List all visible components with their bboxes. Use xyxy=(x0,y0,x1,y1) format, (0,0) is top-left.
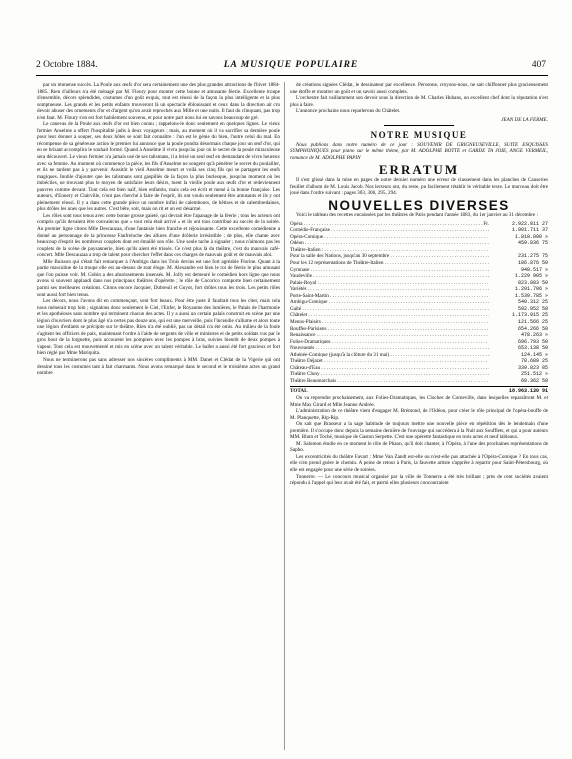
article-paragraph: L'annonce prochaine nous reparlerons du Châtelet. xyxy=(296,108,401,115)
issue-date: 2 Octobre 1884. xyxy=(36,60,98,70)
news-item: On sait que Brasseur a la sage habitude de toujours mettre une nouvelle pièce en répétition dès le lendemain d'une première. Il s'occupe donc depuis la semaine dernière de l'ouvrage qui succédera à la Nuit aux Soufflets, et qui a pour auteurs MM. Blum et Toché, musique de Gaston Serpette. C'est une opérette fantastique en trois actes et neuf tableaux. xyxy=(290,421,548,441)
table-row: Pour les 12 représentations de Théâtre-Italien . . . 186.876 50 xyxy=(290,260,548,267)
article-paragraph: Le canevas de la Poule aux œufs d'or est bien connu ; rappelons-le donc seulement en quelques lignes. Le vieux fermier Anselme a offert l'hospitalité jadis à deux voyageurs ; mais, au moment où il va sacrifier sa dernière poule pour leur donner à souper, ses deux hôtes se sont fait connaître : l'un est le génie du bien, l'autre celui du mal. En récompense de sa généreuse action le premier lui annonce que la poule pondra désormais chaque jour un œuf d'or, qui en se brisant accomplira le souhait formé. Quand à Anselme il vivra jusqu'au jour où le secret de la poule miraculeuse sera découvert. Le vieux fermier n'a jamais usé de ses talismans, il a brisé un seul œuf en demandant de vivre heureux avec sa femme. Au moment où commence la pièce, les fils d'Anselme ne songent qu'à pénétrer le secret du poulailler, et ils ne tardent pas à y parvenir. Aussitôt le vieil Anselme meurt et voilà ses cinq fils qui se partagent les œufs magiques. Inutile d'ajouter que les talismans sont gaspillés de la façon la plus burlesque, jusqu'au moment où les imbéciles, ne trouvant plus le moyen de satisfaire leurs désirs, tuent la vieille poule aux œufs d'or et redeviennent pauvres comme devant. Tout cela est bien naïf, bien enfantin, mais cela est écrit et mené à la bonne française. Les auteurs, d'Ennery et Clairville, n'ont pas cherché à faire de l'esprit, ils ont voulu seulement être amusants et ils y ont pleinement réussi. Il y a dans cette grande pièce un nombre infini de calembours, de bêtises et de calembredaines, plus drôles les unes que les autres. C'est bête, soit, mais on rit et on est désarmé. xyxy=(37,121,280,213)
erratum-title: ERRATUM xyxy=(378,162,460,178)
table-row: Théâtre Déjazet . . . 78.689 25 xyxy=(290,358,548,365)
erratum-text: Il s'est glissé dans la mise en pages de notre dernier numéro une erreur de classement dans les planches de Causeries feuillet d'album de M. Louis Jacob. Nos lecteurs ont, du reste, pu facilement rétablir le véritable texte. Le morceau doit être joué dans l'ordre suivant : pages 303, 306, 295, 294. xyxy=(290,177,548,197)
article-paragraph: de créations signées Clédat, le dessinateur par excellence. Personne, croyons-nous, ne sait chiffonner plus gracieusement une étoffe et montrer un goût et un savoir aussi complets. xyxy=(290,82,548,95)
table-row: Gaîté . . . 592.952 50 xyxy=(290,306,548,313)
table-row: Menus-Plaisirs . . . 121.566 25 xyxy=(290,319,548,326)
table-row: Palais-Royal . . . 823.083 50 xyxy=(290,280,548,287)
table-row: Opéra-Comique . . . 1.818.090 » xyxy=(290,234,548,241)
table-row: Théâtre-Italien : . . . xyxy=(290,247,548,254)
table-row: Renaissance . . . 478.263 » xyxy=(290,332,548,339)
news-item: L'administration de ce théâtre vient d'engager M. Brémond, de l'Odéon, pour créer le rôle principal de l'opéra-bouffe de M. Planquette, Rip-Rip. xyxy=(290,408,548,421)
news-item: Tonnerre. — Le concours musical organisé par la ville de Tonnerre a été très brillant ; près de cent sociétés avaient répondu à l'appel qui leur avait été fait, et parmi elles plusieurs concourraient xyxy=(290,473,548,487)
receipts-intro: Voici le tableau des recettes encaissées par les théâtres de Paris pendant l'année 1883, du 1er janvier au 31 décembre : xyxy=(296,212,538,219)
page-number: 407 xyxy=(531,60,546,70)
receipts-table xyxy=(290,221,548,395)
table-row: Comédie-Française . . . 1.901.711 37 xyxy=(290,227,548,234)
article-paragraph: Mlle Buisson qui s'était fait remarquer à l'Ambigu dans les Trois devins est une fort agréable Florine. Quant à la partie masculine de la troupe elle est au-dessus de tout éloge. M. Alexandre est bien le roi de féerie le plus amusant que l'on puisse voir. M. Gobin a des ahurissements insensés. M. Jolly est demeuré le comédien hors ligne que nous avons si souvent applaudi dans nos principaux théâtres d'opérette ; le rôle de Cocorico comporte bien certainement parmi ses meilleures créations. Citons encore Jacquier, Dubreuil et Guyot, fort drôles tous les trois. Les petits rôles sont aussi fort bien tenus. xyxy=(37,258,280,298)
nouvelles-diverses-title: NOUVELLES DIVERSES xyxy=(328,197,510,213)
article-paragraph: L'orchestre fait vaillamment son devoir sous la direction de M. Charles Hubans, un excellent chef dont la réputation n'est plus à faire. xyxy=(290,95,548,108)
right-column xyxy=(290,82,548,750)
journal-title: LA MUSIQUE POPULAIRE xyxy=(223,60,359,70)
table-row: Théâtre Cluny . . . 251.512 » xyxy=(290,371,548,378)
total-row: TOTAL 18.963.130 91 xyxy=(290,388,548,395)
table-row: Bouffes-Parisiens . . . 654.266 50 xyxy=(290,326,548,333)
article-paragraph: Les décors, nous l'avons dit en commençant, sont fort beaux. Pour être juste il faudrait tous les citer, mais cela nous mènerait trop loin ; signalons donc seulement le Ciel, l'Enfer, le Royaume des lumières, le Palais de l'harmonie et les apothéoses sans nombre qui terminent chacun des actes. Il y a aussi un certain palais construit en scène par une légion d'ouvriers dont le plus âgé n'a certes pas douze ans, qui est une merveille, puis l'incendie s'allume et alors toute une légion d'enfants se précipite sur le théâtre. Rien n'a été oublié, pas un détail n'a été omis. Au milieu de la foule s'agitent les officiers de paix, maintenant l'ordre à l'aide de sergents de ville et ministres et de petits soldats vus par le gros bout de la lorgnette, puis accourent les pompiers avec les pompes à bras, suivies bientôt de deux pompes à vapeur. Tout cela est mouvementé et mis en scène avec un talent véritable. Le ballet a aussi été fort gracieux et fort bien réglé par Mme Mariquita. xyxy=(37,298,280,357)
table-row: Pour la salle des Nations, jusqu'au 30 septembre . . . 231.275 75 xyxy=(290,253,548,260)
table-row: Vaudeville . . . 1.229 905 » xyxy=(290,273,548,280)
news-item: M. Salomon étudie en ce moment le rôle de Phaon, qu'il doit chanter, à l'Opéra, à l'une des prochaines représentations de Sapho. xyxy=(290,440,548,454)
news-item: Les excentricités du théâtre Favart : Mme Van Zandt est-elle ou n'est-elle pas attachée à l'Opéra-Comique ? En tous cas, elle n'en prend guère le chemin. A peine de retour à Paris, la fauvette artiste s'apprête à repartir pour Saint-Pétersbourg, où elle est engagée pour une série de soirées. xyxy=(290,453,548,473)
page-header xyxy=(36,60,546,74)
header-rule xyxy=(36,75,548,76)
left-column xyxy=(37,82,280,750)
column-divider xyxy=(284,82,285,750)
currency-unit: Fr. xyxy=(483,220,489,227)
table-row: Porte-Saint-Martin . . . 1.539.785 » xyxy=(290,293,548,300)
article-paragraph: Les rôles sont tous tenus avec cette bonne grosse gaieté, qui devrait être l'apanage de la féerie ; tous les acteurs ont compris qu'ils devaient être convaincus que « tout cela était arrivé » et ils ont tous contribué au succès de la soirée. Au premier ligne citons Mlle Descauzaa, d'une fantaisie bien franche et réjouissante. Cette excellente comédienne a donné au personnage de la princesse Fanfreluche des allures d'une drôlerie irrésistible ; de plus, elle chante avec beaucoup d'esprit les nombreux couplets dont est émaillé son rôle. Une seule tache à signaler ; nous n'aimons pas les couplets de la scène de paysannerie, bien qu'ils aient été trissés. Ce n'est plus là du théâtre, c'est du mauvais café-concert. Mlle Descauzaa a trop de talent pour chercher l'effet dans ces charges de mauvais goût et de mauvais aloi. xyxy=(37,212,280,259)
notre-musique-text: Nous publions dans notre numéro de ce jour : SOUVENIR DE GRIGNEUSEVILLE, SUITE ESQUISSES SYMPHONIQUES pour piano sur le même thème, par M. ADOLPHE BOTTE et GARDE TA JOIE, ANGE VERMEIL, romance de M. ADOLPHE PAPIN xyxy=(290,141,548,161)
news-item: On va reprendre prochainement, aux Folies-Dramatiques, les Cloches de Corneville, dans lesquelles reparaîtront M. et Mme Max Girard et Mlle Jeanne Andrée. xyxy=(290,394,548,408)
author-signature: JEAN DE LA FERME. xyxy=(501,116,548,123)
table-row: Variétés . . . 1.201.706 » xyxy=(290,286,548,293)
table-row: Gymnase . . . 948.517 » xyxy=(290,267,548,274)
table-row: Châtelet . . . 1.173.915 25 xyxy=(290,312,548,319)
table-row: Château-d'Eau . . . 339.823 85 xyxy=(290,365,548,372)
table-row: Nouveautés . . . 653.138 50 xyxy=(290,345,548,352)
table-row: Folies-Dramatiques . . . 696.793 50 xyxy=(290,339,548,346)
article-paragraph: par un immense succès. La Poule aux œufs d'or sera certainement une des plus grandes attractions de l'hiver 1884-1885. Rien d'ailleurs n'a été ménagé par M. Floury pour monter cette bonne et amusante féerie. Excellente troupe d'ensemble, décors splendides, costumes d'un goût exquis, tout est réussi de la façon la plus intelligente et la plus somptueuse. Les grands et les petits enfants trouveront là un spectacle éblouissant et ceux dans la direction ait cru devoir abuser des ornements d'or et d'argent qu'on avait reprochés aux Mille et une nuits. Il faut du clinquant, pas trop n'en faut. M. Floury s'en est fort habilement souvenu, et pour notre part nous lui en savons beaucoup de gré. xyxy=(37,82,280,121)
section-divider xyxy=(384,125,454,126)
table-row: Opéra . . . Fr. 2.922.811 27 xyxy=(290,221,548,228)
table-row: Théâtre Beaumarchais . . . 60.362 50 xyxy=(290,378,548,385)
article-paragraph: Nous ne terminerons pas sans adresser nos sincères compliments à MM. Danet et Clédat de la Vigerie qui ont dessiné tous les costumes tant à fait charmants. Nous avons remarqué dans le second et le troisième actes un grand nombre xyxy=(37,356,280,377)
table-row: Odéon . . . 459.836 75 xyxy=(290,240,548,247)
table-row: Athénée-Comique (jusqu'à la clôture du 31 mai) . . . 124.145 » xyxy=(290,352,548,359)
table-row: Ambigu-Comique . . . 540.312 25 xyxy=(290,299,548,306)
notre-musique-title: NOTRE MUSIQUE xyxy=(370,130,468,141)
